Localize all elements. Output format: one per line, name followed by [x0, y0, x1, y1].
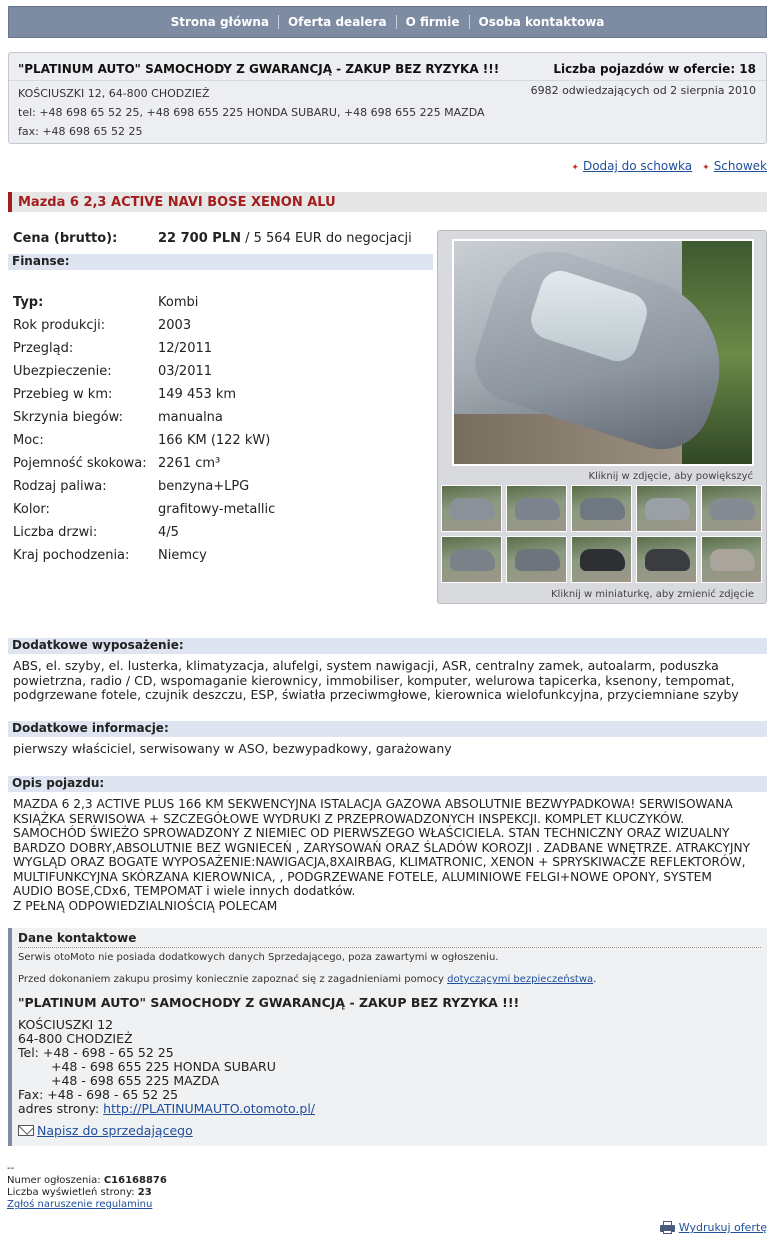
spec-value: benzyna+LPG	[158, 479, 250, 494]
safety-link[interactable]: dotyczącymi bezpieczeństwa	[447, 974, 594, 985]
report-abuse	[7, 1199, 167, 1211]
thumbnail-car	[515, 498, 560, 520]
thumbnail[interactable]	[506, 485, 567, 532]
listing-number-value: C16168876	[103, 1175, 167, 1186]
vehicle-count: Liczba pojazdów w ofercie: 18	[553, 62, 756, 76]
seller-tel: Tel: +48 - 698 - 65 52 25	[18, 1045, 174, 1060]
price-rest: / 5 564 EUR do negocjacji	[240, 231, 412, 246]
spec-key: Przegląd:	[13, 341, 74, 356]
meta-dashes: --	[7, 1163, 15, 1174]
equipment-bar	[8, 638, 767, 654]
description-line: WYGLĄD ORAZ BOGATE WYPOSAŻENIE:NAWIGACJA,8XAIRBAG, KLIMATRONIC, XENON + SPRYSKIWACZE REFLEKTORÓW,	[13, 855, 746, 869]
dealer-fax: fax: +48 698 65 52 25	[18, 125, 143, 138]
seller-name: "PLATINUM AUTO" SAMOCHODY Z GWARANCJĄ - ZAKUP BEZ RYZYKA !!!	[18, 995, 520, 1010]
spec-key: Typ:	[13, 295, 44, 310]
price-value	[158, 231, 412, 246]
description-bar	[8, 776, 767, 792]
price-label: Cena (brutto):	[13, 231, 118, 246]
spec-value: 12/2011	[158, 341, 213, 356]
spec-value: 149 453 km	[158, 387, 237, 402]
listing-title-bar	[8, 192, 767, 212]
spec-value: 2003	[158, 318, 192, 333]
website-link[interactable]: http://PLATINUMAUTO.otomoto.pl/	[103, 1101, 316, 1116]
visitor-count: 6982 odwiedzających od 2 sierpnia 2010	[530, 84, 756, 97]
thumbnail-grid	[441, 485, 765, 583]
thumbnail-car	[450, 549, 495, 571]
add-to-favorites-link[interactable]: Dodaj do schowka	[582, 159, 693, 173]
spec-value: manualna	[158, 410, 223, 425]
spec-key: Pojemność skokowa:	[13, 456, 147, 471]
listing-number	[7, 1175, 167, 1187]
spec-key: Liczba drzwi:	[13, 525, 98, 540]
thumbnail[interactable]	[636, 536, 697, 583]
spec-key: Rodzaj paliwa:	[13, 479, 107, 494]
contact-heading: Dane kontaktowe	[18, 931, 137, 945]
description-text	[13, 797, 773, 913]
bullet-icon: ✦	[702, 163, 710, 173]
description-line: MAZDA 6 2,3 ACTIVE PLUS 166 KM SEKWENCYJNA ISTALACJA GAZOWA ABSOLUTNIE BEZWYPADKOWA! SERWISOWANA	[13, 797, 733, 811]
thumbnail-caption: Kliknij w miniaturkę, aby zmienić zdjęcie	[550, 589, 754, 600]
equipment-text: ABS, el. szyby, el. lusterka, klimatyzacja, alufelgi, system nawigacji, ASR, centralny zamek, autoalarm, poduszka powietrzna, radio / CD, wspomaganie kierownicy, immobiliser, komputer, welurowa tapicerka, ksenony, tempomat, podgrzewane fotele, czujnik deszczu, ESP, światła przeciwmgłowe, kierownica wielofunkcyjna, przyciemniane szyby	[13, 658, 739, 702]
spec-value: grafitowy-metallic	[158, 502, 276, 517]
website-label: adres strony:	[18, 1101, 104, 1116]
main-car-photo[interactable]	[452, 239, 754, 466]
description-line: BARDZO DOBRY,ABSOLUTNIE BEZ WGNIECEŃ , ZARYSOWAŃ ORAZ ŚLADÓW KOROZJI . ZADBANE WNĘTRZE. ATRAKCYJNY	[13, 840, 751, 855]
printer-icon	[660, 1221, 675, 1234]
safety-note-text: Przed dokonaniem zakupu prosimy koniecznie zapoznać się z zagadnieniami pomocy	[18, 974, 448, 985]
safety-note-end: .	[593, 974, 597, 985]
print-offer[interactable]	[660, 1221, 767, 1234]
main-photo-caption: Kliknij w zdjęcie, aby powiększyć	[588, 471, 753, 482]
thumbnail[interactable]	[441, 485, 502, 532]
spec-key: Ubezpieczenie:	[13, 364, 112, 379]
info-bar	[8, 721, 767, 737]
spec-key: Rok produkcji:	[13, 318, 106, 333]
nav-about[interactable]: O firmie	[397, 15, 470, 29]
thumbnail[interactable]	[701, 485, 762, 532]
description-line: Z PEŁNĄ ODPOWIEDZIALNIOŚCIĄ POLECAM	[13, 898, 278, 913]
page-views-label: Liczba wyświetleń strony:	[7, 1187, 138, 1198]
seller-fax: Fax: +48 - 698 - 65 52 25	[18, 1087, 179, 1102]
favorites-link[interactable]: Schowek	[713, 159, 767, 173]
favorites-links	[571, 159, 767, 173]
nav-dealer-offer[interactable]: Oferta dealera	[279, 15, 397, 29]
thumbnail[interactable]	[506, 536, 567, 583]
spec-key: Skrzynia biegów:	[13, 410, 123, 425]
add-to-favorites[interactable]	[571, 159, 692, 173]
dealer-name: "PLATINUM AUTO" SAMOCHODY Z GWARANCJĄ - ZAKUP BEZ RYZYKA !!!	[18, 62, 500, 76]
favorites[interactable]	[702, 159, 767, 173]
dealer-phone: tel: +48 698 65 52 25, +48 698 655 225 HONDA SUBARU, +48 698 655 225 MAZDA	[18, 106, 485, 119]
finance-bar	[8, 254, 433, 270]
seller-website	[18, 1102, 315, 1116]
contact-note: Serwis otoMoto nie posiada dodatkowych danych Sprzedającego, poza zawartymi w ogłoszeniu.	[18, 952, 499, 963]
photo-gallery	[437, 230, 767, 604]
spec-value: Kombi	[158, 295, 199, 310]
contact-box	[8, 928, 767, 1146]
thumbnail[interactable]	[571, 485, 632, 532]
thumbnail-car	[645, 549, 690, 571]
safety-note	[18, 974, 596, 985]
description-line: SAMOCHÓD ŚWIEŻO SPROWADZONY Z NIEMIEC OD PIERWSZEGO WŁAŚCICIELA. STAN TECHNICZNY ORAZ WIZUALNY	[13, 826, 730, 840]
page-views	[7, 1187, 167, 1199]
listing-number-label: Numer ogłoszenia:	[7, 1175, 104, 1186]
thumbnail-car	[450, 498, 495, 520]
envelope-icon	[18, 1125, 34, 1136]
spec-value: 4/5	[158, 525, 179, 540]
equipment-label: Dodatkowe wyposażenie:	[12, 638, 184, 652]
thumbnail-car	[580, 549, 625, 571]
report-abuse-link[interactable]: Zgłoś naruszenie regulaminu	[7, 1199, 153, 1210]
thumbnail-car	[515, 549, 560, 571]
description-line: KSIĄŻKA SERWISOWA + SZCZEGÓŁOWE WYDRUKI Z PRZEPROWADZONYCH INSPEKCJI. KOMPLET KLUCZYKÓW.	[13, 811, 685, 826]
thumbnail[interactable]	[571, 536, 632, 583]
top-nav	[8, 6, 767, 38]
spec-value: 03/2011	[158, 364, 213, 379]
dealer-info-box	[8, 52, 767, 144]
description-line: AUDIO BOSE,CDx6, TEMPOMAT i wiele innych dodatków.	[13, 884, 356, 898]
write-to-seller[interactable]	[18, 1123, 193, 1138]
thumbnail[interactable]	[701, 536, 762, 583]
thumbnail-car	[645, 498, 690, 520]
seller-tel-2: +48 - 698 655 225 HONDA SUBARU	[51, 1059, 276, 1074]
spec-value: 2261 cm³	[158, 456, 221, 471]
description-line: MULTIFUNKCYJNA SKÓRZANA KIEROWNICA, , PODGRZEWANE FOTELE, ALUMINIOWE FELGI+NOWE OPONY, SYSTEM	[13, 869, 712, 884]
description-label: Opis pojazdu:	[12, 776, 105, 790]
spec-key: Kraj pochodzenia:	[13, 548, 130, 563]
info-text: pierwszy właściciel, serwisowany w ASO, bezwypadkowy, garażowany	[13, 741, 452, 756]
listing-meta	[7, 1163, 167, 1211]
nav-contact-person[interactable]: Osoba kontaktowa	[478, 15, 605, 29]
nav-home[interactable]: Strona główna	[162, 15, 279, 29]
dealer-address: KOŚCIUSZKI 12, 64-800 CHODZIEŻ	[18, 87, 210, 100]
page-views-value: 23	[137, 1187, 152, 1198]
finance-label: Finanse:	[12, 254, 70, 268]
contact-divider	[18, 947, 761, 948]
seller-city: 64-800 CHODZIEŻ	[18, 1031, 133, 1046]
spec-key: Kolor:	[13, 502, 50, 517]
seller-address	[18, 1018, 315, 1116]
print-offer-link[interactable]: Wydrukuj ofertę	[678, 1221, 767, 1234]
price-main: 22 700 PLN	[158, 231, 241, 246]
seller-street: KOŚCIUSZKI 12	[18, 1017, 114, 1032]
thumbnail[interactable]	[636, 485, 697, 532]
listing-title: Mazda 6 2,3 ACTIVE NAVI BOSE XENON ALU	[18, 195, 336, 210]
dealer-details	[18, 84, 485, 141]
thumbnail[interactable]	[441, 536, 502, 583]
bullet-icon: ✦	[571, 163, 579, 173]
dealer-header	[9, 53, 766, 81]
spec-value: 166 KM (122 kW)	[158, 433, 271, 448]
thumbnail-car	[580, 498, 625, 520]
info-label: Dodatkowe informacje:	[12, 721, 169, 735]
write-to-seller-link[interactable]: Napisz do sprzedającego	[37, 1123, 193, 1138]
thumbnail-car	[710, 498, 755, 520]
printer-output	[663, 1230, 672, 1234]
seller-tel-3: +48 - 698 655 225 MAZDA	[51, 1073, 220, 1088]
spec-value: Niemcy	[158, 548, 207, 563]
thumbnail-car	[710, 549, 755, 571]
spec-key: Moc:	[13, 433, 44, 448]
spec-key: Przebieg w km:	[13, 387, 113, 402]
